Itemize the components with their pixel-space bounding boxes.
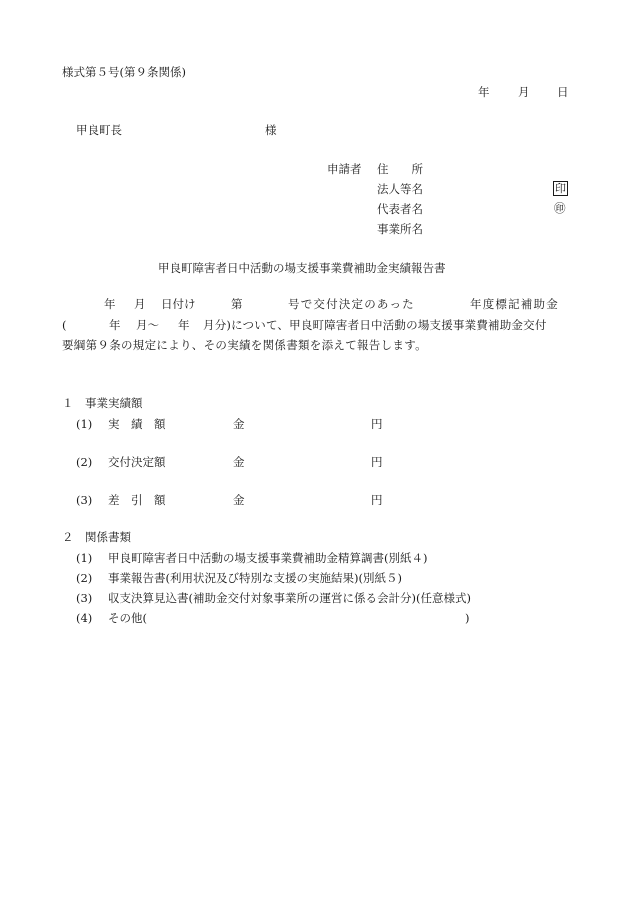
corporation-label: 法人等名 — [377, 182, 423, 196]
date-year: 年 — [478, 85, 490, 99]
date-day: 日 — [557, 85, 569, 99]
body-dated: 日付け — [161, 297, 196, 311]
s2-item4-text: その他( — [108, 611, 147, 625]
applicant-label: 申請者 — [327, 162, 362, 176]
addressee-honorific: 様 — [265, 123, 277, 137]
s1-item2-en: 円 — [371, 455, 383, 469]
body-year-start: 年 — [109, 318, 121, 332]
s1-item1-num: (1) — [76, 417, 93, 431]
addressee-name: 甲良町長 — [76, 123, 122, 137]
body-issued: 号で交付決定のあった — [288, 297, 415, 311]
seal-circle-icon: ㊞ — [554, 201, 566, 215]
s2-item3-num: (3) — [76, 591, 93, 605]
s2-item2-num: (2) — [76, 571, 93, 585]
office-label: 事業所名 — [377, 222, 423, 236]
body-month: 月 — [134, 297, 146, 311]
address-label: 住 所 — [377, 162, 423, 176]
s1-item3-en: 円 — [371, 493, 383, 507]
s2-item4-close-paren: ) — [465, 611, 470, 625]
body-line-3: 要綱第９条の規定により、その実績を関係書類を添えて報告します。 — [62, 338, 427, 352]
body-month-end-rest: 月分)について、甲良町障害者日中活動の場支援事業費補助金交付 — [203, 318, 547, 332]
body-year-end: 年 — [178, 318, 190, 332]
s2-item1-text: 甲良町障害者日中活動の場支援事業費補助金精算調書(別紙４) — [108, 551, 428, 565]
s1-item2-kin: 金 — [233, 455, 245, 469]
s2-item1-num: (1) — [76, 551, 93, 565]
body-dai: 第 — [231, 297, 243, 311]
seal-square-icon: 印 — [555, 182, 566, 195]
s1-item1-label: 実 績 額 — [108, 417, 166, 431]
s1-item1-kin: 金 — [233, 417, 245, 431]
body-open-paren: ( — [62, 318, 67, 332]
section2-heading: ２ 関係書類 — [62, 530, 131, 544]
form-number: 様式第５号(第９条関係) — [62, 65, 186, 79]
s1-item1-en: 円 — [371, 417, 383, 431]
body-year: 年 — [104, 297, 116, 311]
s1-item2-num: (2) — [76, 455, 93, 469]
s1-item3-kin: 金 — [233, 493, 245, 507]
document-title: 甲良町障害者日中活動の場支援事業費補助金実績報告書 — [158, 261, 446, 275]
body-month-start: 月～ — [136, 318, 159, 332]
s2-item3-text: 収支決算見込書(補助金交付対象事業所の運営に係る会計分)(任意様式) — [108, 591, 471, 605]
s2-item2-text: 事業報告書(利用状況及び特別な支援の実施結果)(別紙５) — [108, 571, 402, 585]
body-fy-subsidy: 年度標記補助金 — [470, 297, 559, 311]
s1-item3-num: (3) — [76, 493, 93, 507]
s2-item4-num: (4) — [76, 611, 93, 625]
section1-heading: １ 事業実績額 — [62, 396, 143, 410]
s1-item2-label: 交付決定額 — [108, 455, 166, 469]
s1-item3-label: 差 引 額 — [108, 493, 166, 507]
date-month: 月 — [518, 85, 530, 99]
representative-label: 代表者名 — [377, 202, 423, 216]
